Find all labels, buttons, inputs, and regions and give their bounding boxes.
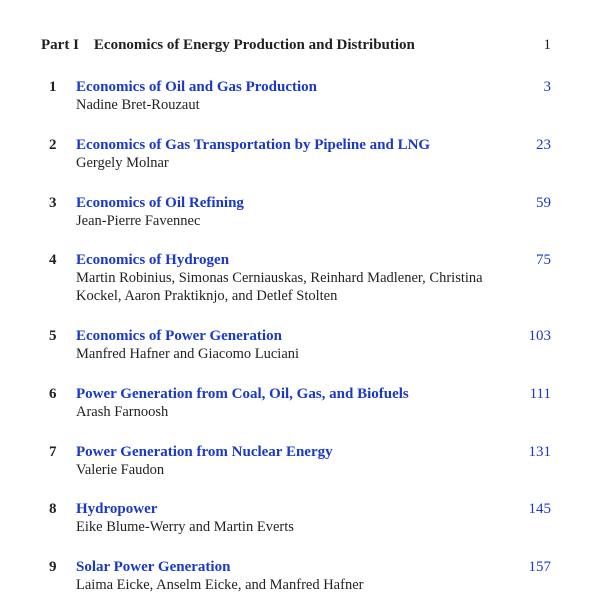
chapter-page-link[interactable]: 145: [528, 501, 551, 517]
chapter-authors: Valerie Faudon: [76, 462, 165, 478]
chapter-number: 7: [49, 444, 57, 460]
chapter-page-link[interactable]: 103: [528, 328, 551, 344]
chapter-title-link[interactable]: Economics of Gas Transportation by Pipeline and LNG: [76, 137, 431, 153]
chapter-number: 2: [49, 137, 57, 153]
chapter-number: 8: [49, 501, 57, 517]
chapter-title-link[interactable]: Economics of Hydrogen: [76, 252, 230, 268]
chapter-number: 5: [49, 328, 57, 344]
chapter-authors: Eike Blume-Werry and Martin Everts: [76, 519, 294, 535]
chapter-authors: Martin Robinius, Simonas Cerniauskas, Reinhard Madlener, Christina Kockel, Aaron Praktiknjo, and Detlef Stolten: [76, 270, 483, 304]
chapter-number: 6: [49, 386, 57, 402]
chapter-page-link[interactable]: 157: [528, 559, 551, 575]
chapter-number: 9: [49, 559, 57, 575]
chapter-page-link[interactable]: 111: [529, 386, 551, 402]
chapter-number: 3: [49, 195, 57, 211]
chapter-authors: Arash Farnoosh: [76, 404, 169, 420]
chapter-authors: Laima Eicke, Anselm Eicke, and Manfred Hafner: [76, 577, 364, 593]
chapter-title-link[interactable]: Solar Power Generation: [76, 559, 231, 575]
chapter-title-link[interactable]: Power Generation from Nuclear Energy: [76, 444, 333, 460]
chapter-title-link[interactable]: Hydropower: [76, 501, 158, 517]
chapter-page-link[interactable]: 3: [543, 79, 551, 95]
chapter-page-link[interactable]: 23: [536, 137, 551, 153]
chapter-authors: Jean-Pierre Favennec: [76, 213, 201, 229]
part-page-number: 1: [543, 37, 551, 53]
chapter-title-link[interactable]: Power Generation from Coal, Oil, Gas, and Biofuels: [76, 386, 409, 402]
chapter-number: 1: [49, 79, 57, 95]
part-title: Part I Economics of Energy Production and Distribution: [41, 37, 415, 53]
chapter-number: 4: [49, 252, 57, 268]
chapter-page-link[interactable]: 75: [536, 252, 551, 268]
chapter-title-link[interactable]: Economics of Oil Refining: [76, 195, 244, 211]
chapter-page-link[interactable]: 131: [528, 444, 551, 460]
chapter-page-link[interactable]: 59: [536, 195, 551, 211]
chapter-title-link[interactable]: Economics of Oil and Gas Production: [76, 79, 317, 95]
chapter-authors: Manfred Hafner and Giacomo Luciani: [76, 346, 300, 362]
part-heading: [41, 37, 551, 57]
chapter-authors: Nadine Bret-Rouzaut: [76, 97, 200, 113]
chapter-authors: Gergely Molnar: [76, 155, 169, 171]
chapter-title-link[interactable]: Economics of Power Generation: [76, 328, 282, 344]
